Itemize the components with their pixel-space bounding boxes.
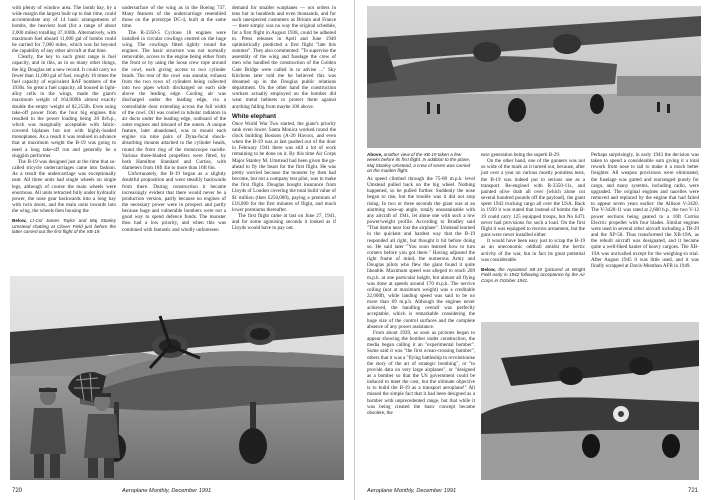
paragraph: next generation being the superb B-29. (481, 152, 561, 158)
right-col-1 (367, 176, 475, 416)
bomber-ground-photo (367, 6, 701, 148)
officers-bomber-photo-image (10, 276, 344, 480)
left-col-3 (232, 5, 336, 231)
paragraph: The B-19 was designed just at the time that so-called tricycle undercarriages came into fashion. As a result the undercarriage was exceptionally neat. All three units had single wheels on single legs, although of course the main wheels were enormous. All units retracted fully under hydraulic power, the nose gear backwards into a long bay with twin doors, and the main units inwards into the wing, the wheels then housing the (12, 158, 116, 215)
paragraph: As speed climbed through the 75-80 m.p.h. level Umstead pulled back on the big wheel. Nothing happened, so he pulled further. Suddenly the nose began to rise, but the trouble was it did not stop rising. In two or three seconds the giant was at an alarming nose-up angle, totally unsustainable with any aircraft of 1941, let alone one with such a low power/weight profile. According to Bradley said "That damn near lost the airplane". Umstead learned in the quickest and hardest way that the B-19 responded all right, but thought it hit before doing so. He said later "You soon learned how to turn corners before you got there." Having adjusted the right frame of mind, the numerous Army and Douglas pilots who flew the giant found it quite likeable. Maximum speed was alleged to reach 209 m.p.h. at one particular height, but almost all flying was done at speeds around 170 m.p.h. The service ceiling (not at maximum weight) was a creditable 22,000ft, while landing speed was said to be no more than 69 m.p.h. Although the engines never achieved, the handling overall was perfectly acceptable, which is remarkable considering the huge size of the control surfaces and the complete absence of any power assistance. (367, 176, 475, 330)
left-col-1 (12, 5, 116, 235)
caption-text: Lt-Col James Taylor and Maj Stanley Umstead chatting at Clover Field just before the latter carried out the first flight of the XB-19. (12, 218, 116, 235)
paragraph: The R-3350-5 Cyclone 18 engines were installed in circular cowlings centred on the huge wing. The cowlings fitted tightly round the engines. The basic structure was not normally removable, access to the engine being either from the front or by using the loose crew rope around the cowl, each giving access to two cylinder heads. The rear of the cowl was annular, exhaust from the two rows of cylinders being collected into two pipes which discharged on each side above the leading edge. Cooling air was discharged under the leading edge, via a controllable door extending across the full width of the cowl. Oil was cooled in tubular radiators in air ducts under the leading edge, outboard of the outer engines and inboard of the outers. A unique feature, later abandoned, was to mount each engine via nine pairs of Dyna-focal shock-absorbing mounts attached to the cylinder heads, round the front ring of the monocoque nacelle. Various three-bladed propellers were fitted, by both Hamilton Standard and Curtiss, with diameters from 16ft 4in to more than 16ft 6in. (122, 29, 226, 172)
officers-bomber-photo (10, 276, 344, 480)
paragraph: Once World War Two started, the giant's priority sank even lower. Santa Monica worked round the clock building Bostons (A-20 Havocs, and even when the B-19 was at last pushed out of the door in February 1941 there was still a lot of work remaining to be done on it. By this time Air Corps Major Stanley M. Umstead had been given the go-ahead to fly the beast for the first flight. He was pretty worried because the monster by then had become, but not a company test pilot, was to make the first flight. Douglas bought insurance from Lloyds of London covering the total build value of $1 million (then £250,000), paying a premium of £16,000 for the first minutes of flight, and much lower premiums thereafter. (232, 120, 336, 213)
right-page (355, 0, 710, 500)
paragraph: Perhaps surprisingly, in early 1943 the decision was taken to spend a considerable sum giving it a total rework from nose to tail to make it a much better freighter. All weapon provisions were eliminated, the fuselage was gutted and rearranged purely for cargo, and many systems, including radio, were upgraded. The original engines and nacelles were removed and replaced by the engine that had failed to appear seven years earlier: the Allison V-3420. The V-3420-11 was rated at 2,600 h.p., the two V-12 power sections being geared to a 16ft Curtiss Electric propeller with four blades. Similar engines were used in several other aircraft including a TB-29 and the XP-58. Thus transformed the XB-19A, as the rebuilt aircraft was designated, and it became quite a well-liked hauler of heavy cargoes. The XB-19A was unrivalled except for the weighing-in trial. After August 1945 it was little used, and it was finally scrapped at Davis-Monthan AFB in 1949. (591, 152, 699, 269)
paragraph: The first flight came at last on June 27, 1941, and for some agonising seconds it looked as if Lloyds would have to pay out. (232, 213, 336, 232)
paragraph: From about 1939, as soon as pictures began to appear showing the bomber under construction, the media began calling it an "experimental bomber". Some said it was "the first ocean-crossing bomber", others that it was a "flying battleship to revolutionise the story of the art of strategic bombing", or "to provide data on very large airplanes", or "designed as a bomber so that the US government could be induced to meet the cost, but the ultimate objective is to build the B-19 as a transport aeroplane!" All missed the simple fact that it had been designed as a bomber with unprecedented range, but that while it was being created the basic concept became obsolete, the (367, 329, 475, 416)
right-col-3 (591, 152, 699, 269)
caption-lead: Below, (12, 218, 27, 224)
paragraph: It would have been easy just to scrap the B-19 as an uneconomic oddball amidst the hectic activity of the war, but in fact its great potential was considerable. (481, 238, 585, 263)
right-page-number: 721 (687, 488, 698, 494)
left-page-number: 720 (12, 488, 23, 494)
right-col-2 (481, 152, 585, 283)
paragraph: with plenty of window area. The bomb bay, by a wide margin the largest built up to that time, could accommodate any of 14 basic arrangements of bombs, the heaviest load (for a range of about 2,000 miles) totalling 37,100lb. Alternatively, with maximum fuel aboard 11,000 gal of bombs could be carried for 7,000 miles, which was far beyond the capability of any other aircraft at that time. (12, 5, 116, 55)
left-photo-caption (12, 218, 116, 234)
right-footer: Aeroplane Monthly, December 1991 (367, 488, 457, 494)
caption-lead: Above, (367, 152, 383, 157)
paragraph: demand for smaller warplanes — not orders in tens but in hundreds and even thousands, and for such unexpected customers as Britain and France — there simply was no way the original schedule, for a first flight in August 1938, could be adhered to. Press releases in April and June 1940 optimistically predicted a first flight "late this summer". They also commented: "To supervise the assembly of the wing and fuselage the crew of men who handled the construction of the Golden Gate Bridge were called in to advise ..." Sky Kitchens later told me he believed this was dreamed up in the Douglas public relations department. On the other hand the construction workers actually employed on the bomber did wear metal helmets to protect them against anything falling from maybe 100 above. (232, 5, 337, 110)
paragraph: On the other hand, one of the gunners was not so wide of the mark as it turned out, because, after just over a year on various mostly pointless tests, the B-19 was indeed put to serious use as a transport. Re-engined with R-3350-11s, and painted olive drab all over (which alone cut several hundred pounds off the payload), the giant spent 1942 trucking cargo all over the USA. Back in 1939 it was stated that instead of bombs the B-19 could carry 125 equipped troops, but No 6471 never had provisions for such a load. On the first flight it was equipped to receive armament, but the guns were never installed either. (481, 158, 585, 239)
bottom-photo-caption (481, 267, 585, 283)
repainted-bomber-photo-image (481, 322, 699, 480)
bomber-ground-photo-image (367, 6, 701, 148)
paragraph: Clearly, the key to such great range is fuel capacity, and in this, as in so many other things, the big Douglas set a new record. It could carry no fewer than 11,000 gal of fuel, roughly 16 times the fuel capacity of equivalent RAF bombers of the 1930s. So great a fuel capacity, all housed in light-alloy cells in the wings, made the giant's maximum weight of 164,000lb almost exactly double the empty weight of 82,253lb. Even using take-off power from the four big engines this resulted in the power loading being 20 lb/h.p., which was marginally acceptable with fabric-covered biplanes but not with highly-loaded monoplanes. As a result it was realised in advance that at maximum weight the B-19 was going to need a long take-off run and generally be a sluggish performer. (12, 54, 116, 159)
paragraph: Unfortunately, the B-19 began as a slightly doubtful proposition and went steadily backwards from there. During construction it became increasingly evident that there would never be a production version, partly because no engines of the necessary power were in prospect and partly because huge and vulnerable bombers were not a good way to spend defence funds. The monster thus had a low priority, and when this was combined with fantastic and wholly unforeseen (122, 171, 226, 233)
left-col-1-text (12, 5, 116, 214)
section-heading: White elephant (232, 112, 277, 120)
repainted-bomber-photo (481, 322, 699, 480)
left-col-2 (122, 5, 226, 233)
caption-lead: Below, (481, 266, 496, 272)
paragraph: undersurface of the wing as in the Boeing 737. Many features of the undercarriage resembled those on the prototype DC-4, built at the same time. (122, 5, 226, 30)
left-footer: Aeroplane Monthly, December 1991 (122, 488, 212, 494)
caption-text: another view of the XB-19 taken a few weeks before its first flight. In addition to the plane, Maj Stanley Umstead, a crew of seven was carried on the maiden flight. (367, 152, 471, 174)
top-photo-caption (367, 152, 475, 174)
caption-text: the repainted XB-19 (pictured at Wright Field early in 1942 following acceptance by the Air Corps in October 1941. (481, 266, 585, 283)
